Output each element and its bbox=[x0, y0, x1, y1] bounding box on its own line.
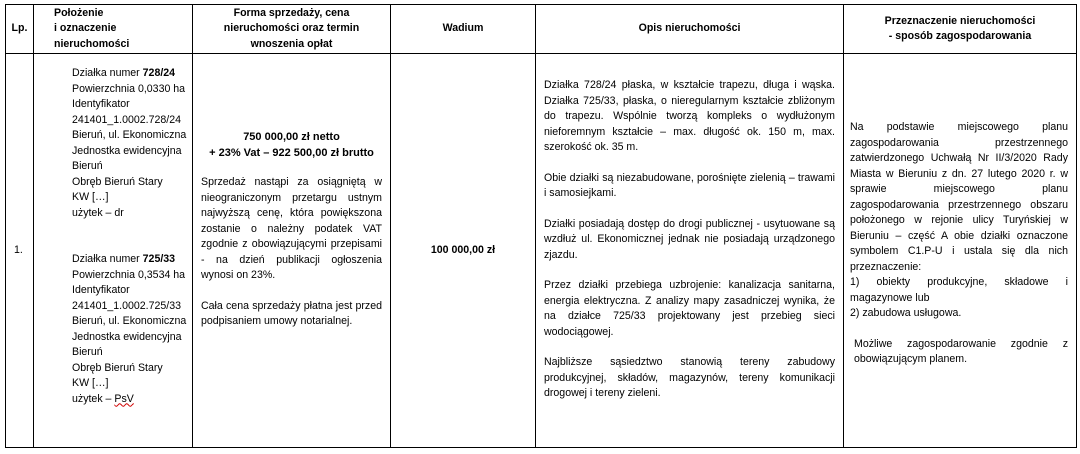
location-cell bbox=[34, 54, 193, 448]
deposit-cell bbox=[391, 54, 536, 448]
header-location: Położenie i oznaczenie nieruchomości bbox=[34, 5, 193, 54]
header-description: Opis nieruchomości bbox=[536, 5, 844, 54]
header-form: Forma sprzedaży, cena nieruchomości oraz termin wnoszenia opłat bbox=[193, 5, 391, 54]
price-gross: + 23% Vat – 922 500,00 zł brutto bbox=[209, 147, 374, 159]
purpose-intro: Na podstawie miejscowego planu zagospodarowania przestrzennego zatwierdzonego Uchwałą Nr II/3/2020 Rady Miasta w Bieruniu z dn. 27 lutego 2020 r. w sprawie miejscowego planu zagospodarowania przestrzennego obszaru położonego w rejonie ulicy Turyńskiej w Bieruniu – część A obie działki oznaczone symbolem C1.P-U i ustala się dla nich przeznaczenie: bbox=[850, 121, 1068, 273]
header-purpose: Przeznaczenie nieruchomości - sposób zagospodarowania bbox=[844, 5, 1077, 54]
plot-1: Działka numer 728/24 Powierzchnia 0,0330 ha Identyfikator 241401_1.0002.728/24 Bieruń, ul. Ekonomiczna Jednostka ewidencyjna Bieruń Obręb Bieruń Stary KW […] użytek – dr bbox=[72, 67, 187, 219]
plot-2: Działka numer 725/33 Powierzchnia 0,3534 ha Identyfikator 241401_1.0002.725/33 Bieruń, ul. Ekonomiczna Jednostka ewidencyjna Bieruń Obręb Bieruń Stary KW […] użytek – PsV bbox=[72, 253, 187, 405]
description-paragraph: Obie działki są niezabudowane, porośnięte zielenią – trawami i samosiejkami. bbox=[544, 171, 835, 199]
sale-terms: Sprzedaż nastąpi za osiągniętą w nieograniczonym przetargu ustnym najwyższą cenę, która powiększona zostanie o należny podatek VAT zgodnie z obowiązującymi przepisami - na dzień publikacji ogłoszenia wynosi on 23%. bbox=[201, 176, 382, 281]
property-table bbox=[5, 4, 1077, 448]
row-number: 1. bbox=[6, 54, 34, 448]
header-lp: Lp. bbox=[6, 5, 34, 54]
description-paragraph: Działka 728/24 płaska, w kształcie trapezu, długa i wąska. Działka 725/33, płaska, o nieregularnym kształcie zbliżonym do trapezu. Wspólnie tworzą kompleks o wydłużonym nieforemnym kształcie – max. długość ok. 150 m, max. szerokość ok. 35 m. bbox=[544, 79, 835, 153]
description-cell bbox=[536, 54, 844, 448]
table-row bbox=[6, 54, 1077, 448]
deposit-value: 100 000,00 zł bbox=[430, 243, 496, 256]
description-paragraph: Najbliższe sąsiedztwo stanowią tereny zabudowy produkcyjnej, składów, magazynów, tereny komunikacji drogowej i tereny zieleni. bbox=[544, 356, 835, 399]
purpose-item: 1) obiekty produkcyjne, składowe i magazynowe lub bbox=[850, 276, 1068, 304]
purpose-final: Możliwe zagospodarowanie zgodnie z obowiązującym planem. bbox=[854, 337, 1068, 365]
description-paragraph: Przez działki przebiega uzbrojenie: kanalizacja sanitarna, energia elektryczna. Z analizy mapy zasadniczej wynika, że na działce 725/33 projektowany jest przebieg sieci wodociągowej. bbox=[544, 279, 835, 338]
purpose-cell bbox=[844, 54, 1077, 448]
purpose-item: 2) zabudowa usługowa. bbox=[850, 307, 962, 319]
header-deposit: Wadium bbox=[391, 5, 536, 54]
form-cell bbox=[193, 54, 391, 448]
description-paragraph: Działki posiadają dostęp do drogi publicznej - usytuowane są wzdłuż ul. Ekonomicznej jednak nie posiadają urządzonego zjazdu. bbox=[544, 217, 835, 261]
header-row bbox=[6, 5, 1077, 54]
payment-terms: Cała cena sprzedaży płatna jest przed podpisaniem umowy notarialnej. bbox=[201, 299, 382, 327]
price-net: 750 000,00 zł netto bbox=[243, 131, 340, 143]
